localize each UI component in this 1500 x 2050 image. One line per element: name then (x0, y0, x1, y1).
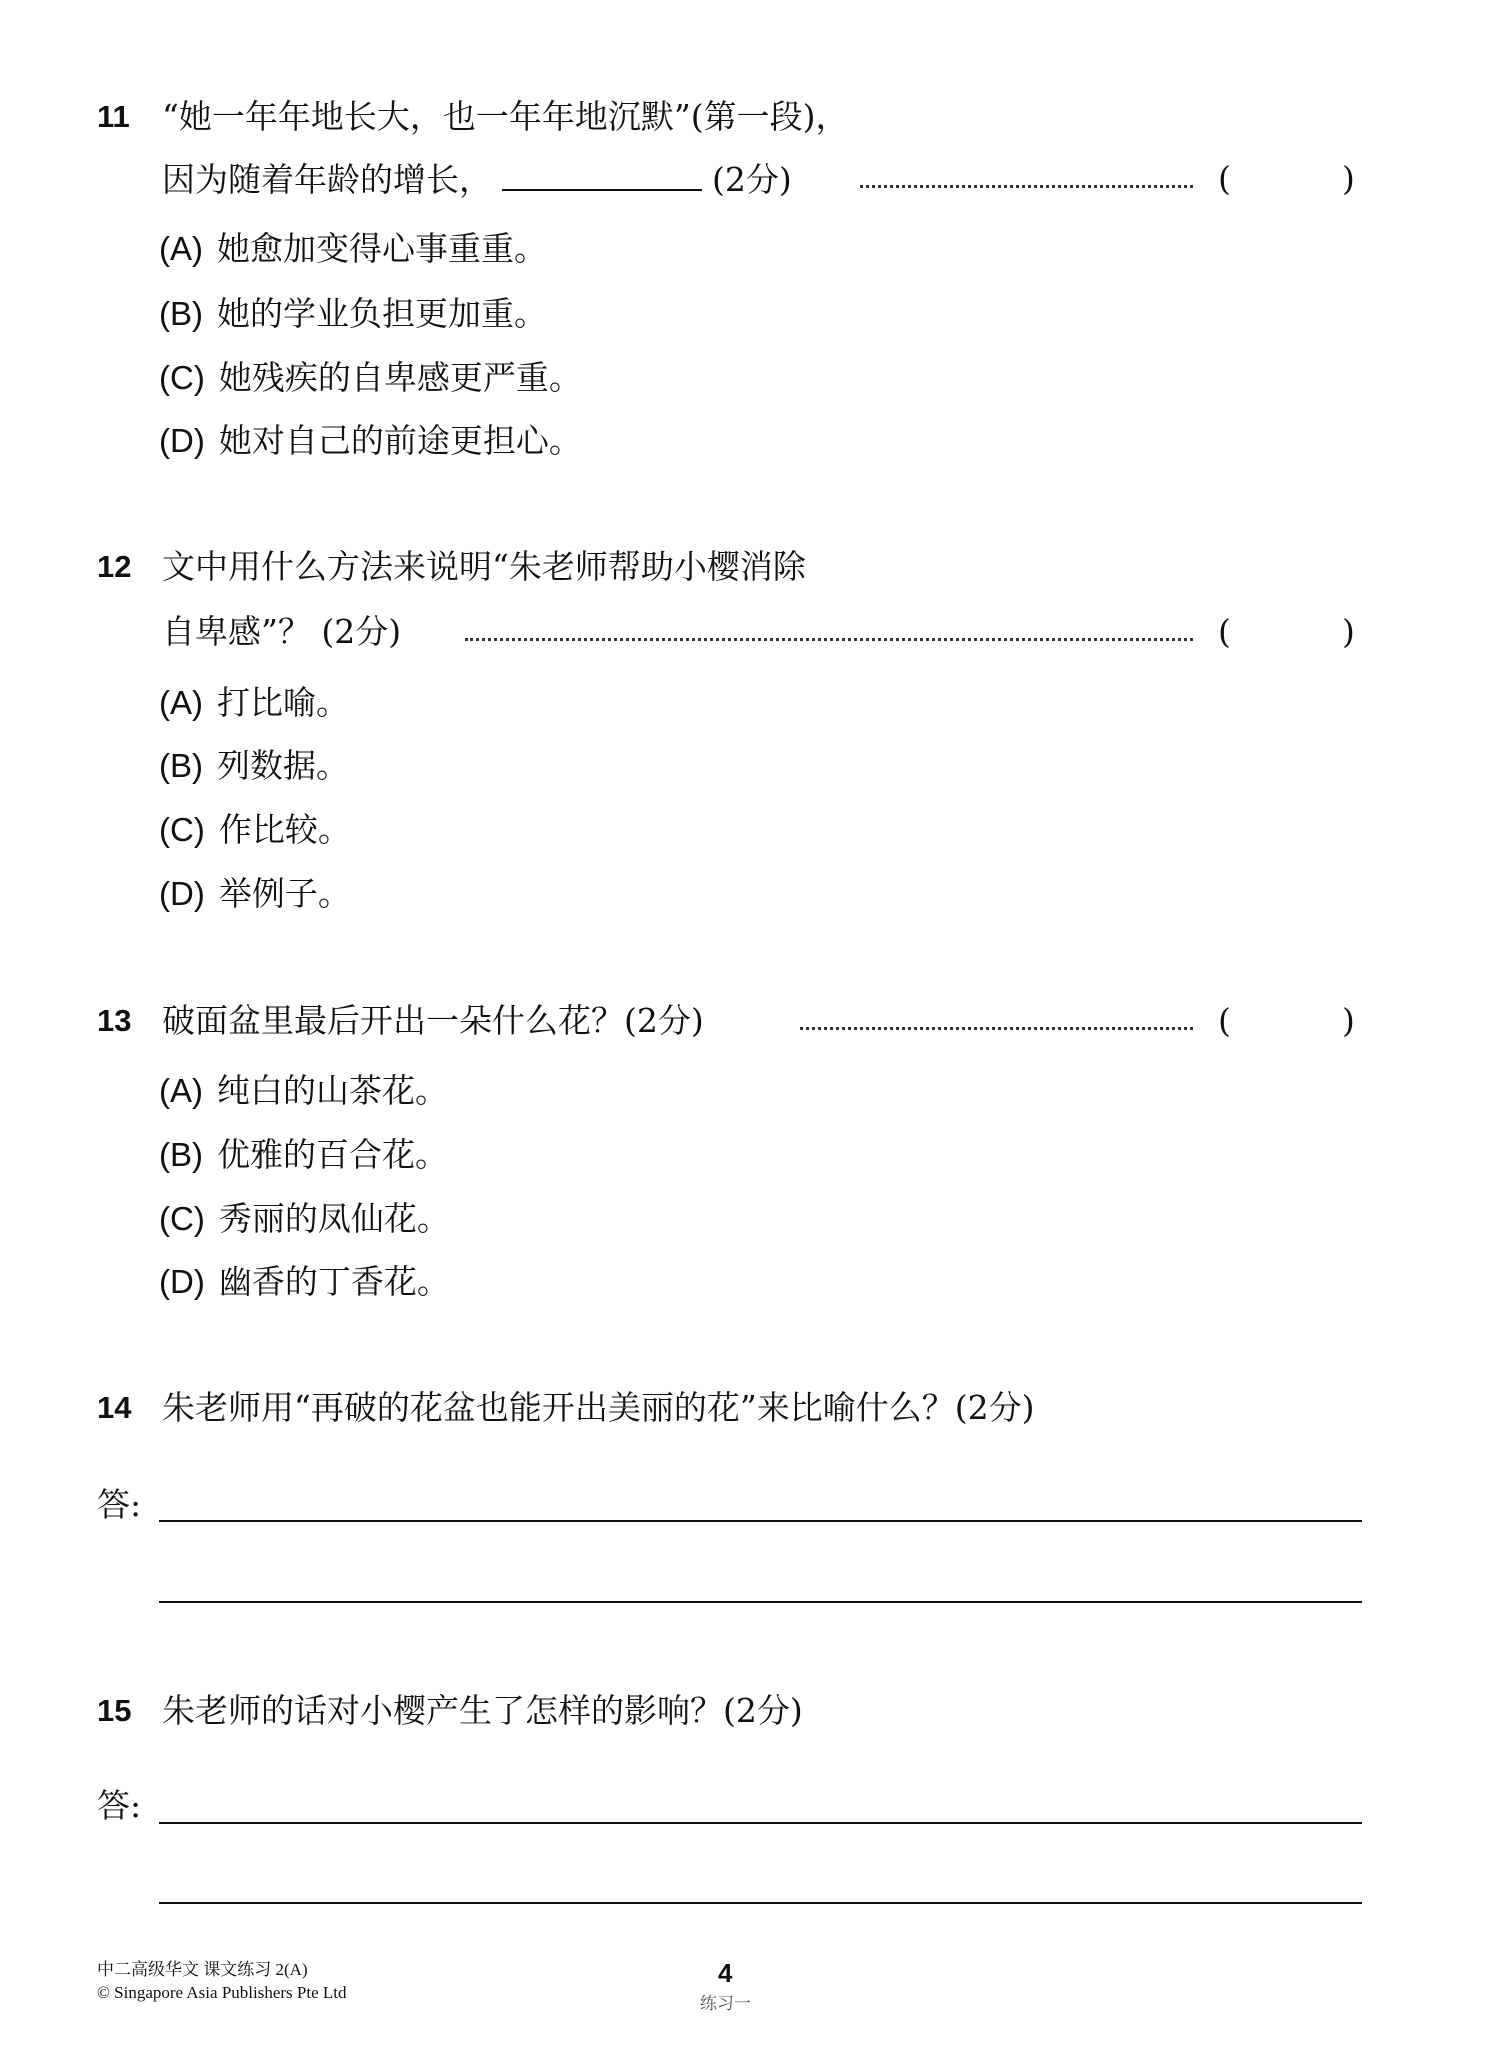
option[interactable] (159, 294, 547, 334)
option[interactable] (159, 1135, 448, 1175)
option[interactable] (159, 421, 582, 461)
question-number: 14 (97, 1390, 132, 1425)
option-label: (C) (159, 1200, 205, 1237)
fill-blank[interactable] (502, 159, 702, 191)
option[interactable] (159, 746, 349, 786)
option-text: 幽香的丁香花。 (218, 1262, 450, 1301)
option-text: 她愈加变得心事重重。 (217, 229, 547, 268)
option[interactable] (159, 358, 582, 398)
answer-line[interactable] (159, 1601, 1362, 1603)
answer-line[interactable] (159, 1520, 1362, 1522)
option[interactable] (159, 229, 547, 269)
option[interactable] (159, 874, 351, 914)
question-text-line: 因为随着年龄的增长， (162, 160, 492, 199)
answer-paren-open[interactable]: ( (1218, 159, 1231, 198)
question-text: 朱老师的话对小樱产生了怎样的影响？(2分) (162, 1691, 803, 1730)
question-text: “她一年年地长大，也一年年地沉默”(第一段)， (162, 97, 849, 136)
question-text: 文中用什么方法来说明“朱老师帮助小樱消除 (162, 547, 806, 586)
question-number: 13 (97, 1003, 132, 1038)
option-label: (D) (159, 1263, 205, 1300)
question-text (162, 612, 401, 652)
leader-dots (860, 185, 1193, 188)
question-text (162, 1001, 704, 1041)
footer-section: 练习一 (700, 1994, 751, 2013)
answer-line[interactable] (159, 1822, 1362, 1824)
option-text: 作比较。 (218, 810, 351, 849)
page-number: 4 (718, 1958, 733, 1988)
question-text-line: 自卑感”？ (162, 612, 311, 651)
answer-paren-open[interactable]: ( (1218, 1001, 1231, 1040)
footer-copyright: © Singapore Asia Publishers Pte Ltd (97, 1983, 347, 2002)
leader-dots (800, 1027, 1193, 1030)
option[interactable] (159, 683, 349, 723)
answer-paren-close[interactable]: ) (1342, 612, 1355, 651)
leader-dots (465, 638, 1193, 641)
option-label: (B) (159, 295, 203, 332)
option-label: (C) (159, 359, 205, 396)
option-text: 打比喻。 (217, 683, 349, 722)
option-label: (B) (159, 1136, 203, 1173)
footer-book-title: 中二高级华文 课文练习 2(A) (97, 1960, 308, 1979)
option-text: 优雅的百合花。 (217, 1135, 448, 1174)
option[interactable] (159, 1262, 450, 1302)
answer-label: 答: (97, 1786, 142, 1825)
question-text (162, 159, 792, 200)
answer-line[interactable] (159, 1902, 1362, 1904)
option-text: 她对自己的前途更担心。 (218, 421, 582, 460)
marks: (2分) (321, 612, 402, 651)
question-text-line: 破面盆里最后开出一朵什么花？ (162, 1001, 624, 1040)
option[interactable] (159, 810, 351, 850)
option-text: 纯白的山茶花。 (217, 1071, 448, 1110)
option-label: (D) (159, 422, 205, 459)
question-number: 12 (97, 549, 132, 584)
answer-paren-close[interactable]: ) (1342, 1001, 1355, 1040)
option-label: (A) (159, 684, 203, 721)
marks: (2分) (712, 160, 792, 199)
option-text: 举例子。 (218, 874, 351, 913)
option-label: (D) (159, 875, 205, 912)
option-text: 她的学业负担更加重。 (217, 294, 547, 333)
option[interactable] (159, 1199, 450, 1239)
option-text: 她残疾的自卑感更严重。 (218, 358, 582, 397)
question-number: 15 (97, 1693, 132, 1728)
answer-paren-close[interactable]: ) (1342, 159, 1355, 198)
option[interactable] (159, 1071, 448, 1111)
option-label: (A) (159, 1072, 203, 1109)
option-text: 列数据。 (217, 746, 349, 785)
option-text: 秀丽的凤仙花。 (218, 1199, 450, 1238)
marks: (2分) (624, 1001, 704, 1040)
answer-label: 答: (97, 1485, 142, 1524)
question-number: 11 (97, 99, 130, 134)
option-label: (C) (159, 811, 205, 848)
answer-paren-open[interactable]: ( (1218, 612, 1231, 651)
option-label: (A) (159, 230, 203, 267)
option-label: (B) (159, 747, 203, 784)
question-text: 朱老师用“再破的花盆也能开出美丽的花”来比喻什么？(2分) (162, 1388, 1035, 1427)
